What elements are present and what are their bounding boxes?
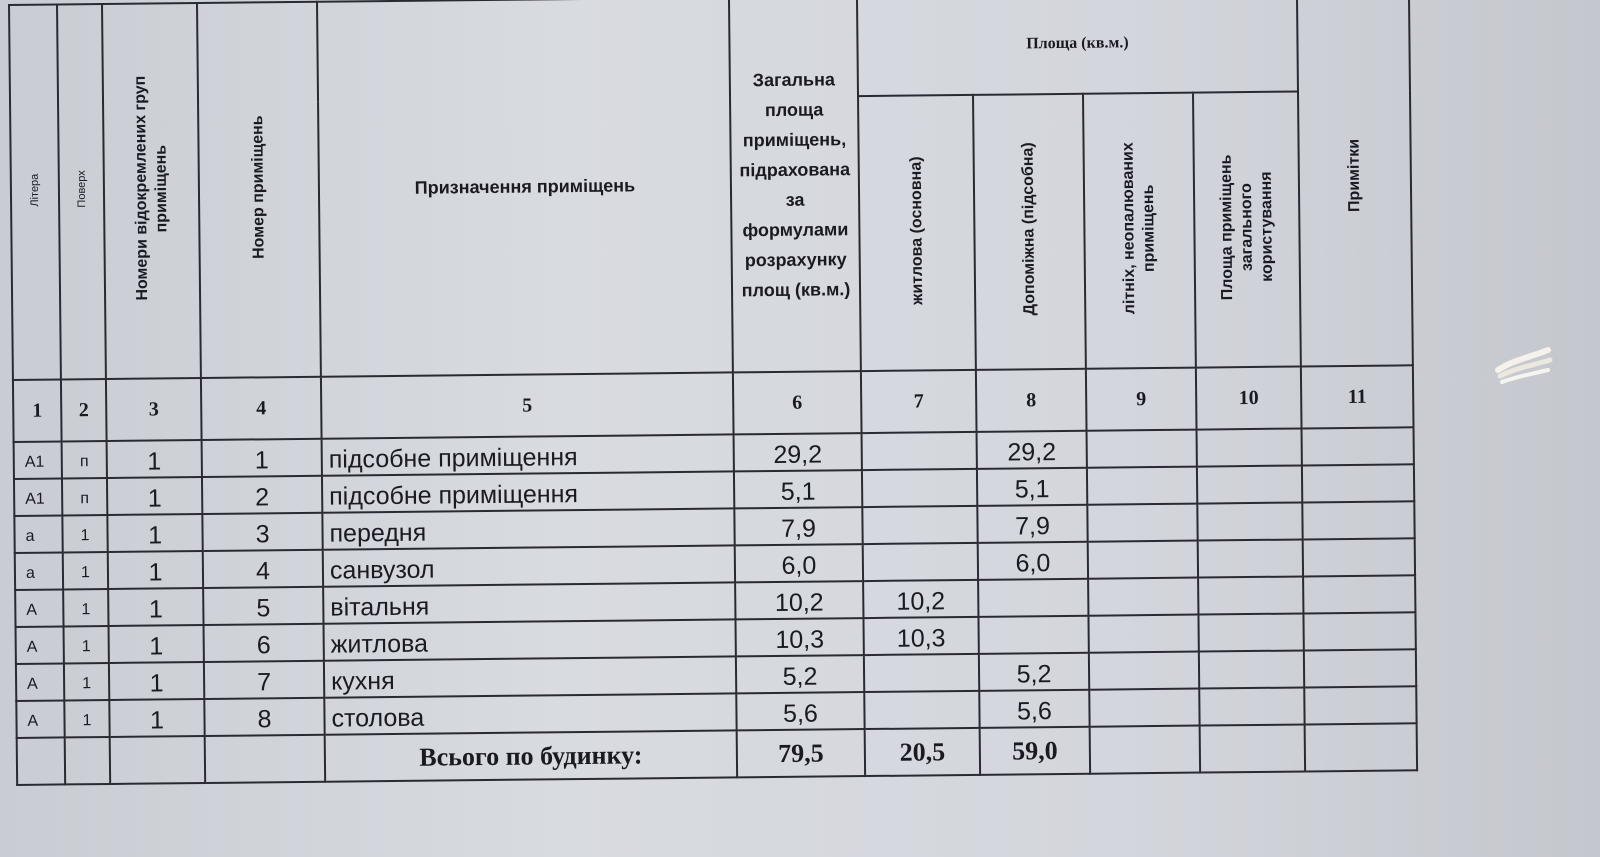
column-number: 11 (1301, 365, 1414, 428)
cell-empty (205, 735, 325, 783)
column-number: 6 (733, 371, 862, 434)
cell-notes (1303, 538, 1415, 576)
cell-auxiliary: 6,0 (978, 542, 1088, 580)
cell-living (862, 506, 977, 544)
cell-purpose: санвузол (323, 545, 735, 586)
header-floor: Поверх (57, 4, 106, 379)
cell-room: 6 (204, 624, 324, 662)
cell-living (863, 543, 978, 581)
cell-room: 1 (202, 439, 322, 477)
cell-summer (1089, 652, 1199, 690)
cell-room: 3 (202, 513, 322, 551)
header-living-area: житлова (основна) (858, 95, 976, 371)
cell-common (1197, 465, 1302, 503)
cell-notes (1304, 686, 1416, 724)
cell-auxiliary: 29,2 (977, 431, 1087, 469)
cell-litera: а (15, 552, 63, 590)
header-room-number: Номер приміщень (197, 2, 321, 378)
cell-purpose: підсобне приміщення (322, 434, 734, 475)
cell-total: 7,9 (734, 507, 862, 545)
string-tassel-icon (1488, 330, 1558, 400)
cell-auxiliary (978, 616, 1088, 654)
cell-summer (1088, 578, 1198, 616)
cell-total: 5,6 (736, 692, 864, 730)
cell-notes (1303, 612, 1415, 650)
cell-purpose: підсобне приміщення (322, 471, 734, 512)
cell-auxiliary: 5,1 (977, 468, 1087, 506)
room-area-table (8, 0, 1418, 786)
cell-auxiliary: 5,6 (979, 690, 1089, 728)
cell-group: 1 (107, 477, 202, 515)
column-number: 4 (201, 377, 322, 440)
column-number: 1 (13, 379, 62, 441)
cell-litera: А (16, 700, 64, 738)
cell-purpose: вітальня (323, 582, 735, 623)
cell-litera: А (16, 626, 64, 664)
column-number: 8 (976, 369, 1087, 432)
cell-common (1199, 687, 1304, 725)
totals-living-area: 20,5 (865, 728, 980, 776)
cell-total: 10,2 (735, 581, 863, 619)
cell-notes (1302, 501, 1414, 539)
cell-litera: А1 (14, 478, 62, 516)
column-number: 2 (61, 379, 107, 441)
cell-litera: А1 (14, 441, 62, 479)
cell-litera: А (16, 663, 64, 701)
cell-total: 29,2 (734, 433, 862, 471)
header-total-area: Загальна площа приміщень, підрахована за формулами розрахунку площ (кв.м.) (729, 0, 861, 372)
cell-total: 10,3 (735, 618, 863, 656)
header-summer-area: літніх, неопалюваних приміщень (1083, 93, 1196, 369)
document-sheet (8, 0, 1437, 836)
cell-summer (1088, 541, 1198, 579)
cell-floor: п (62, 478, 107, 515)
cell-purpose: столова (324, 693, 736, 734)
cell-room: 4 (203, 550, 323, 588)
cell-group: 1 (109, 625, 204, 663)
cell-floor: 1 (63, 589, 108, 626)
cell-room: 8 (204, 698, 324, 736)
totals-total-area: 79,5 (737, 729, 865, 777)
cell-notes (1302, 427, 1414, 465)
cell-summer (1087, 467, 1197, 505)
cell-group: 1 (107, 514, 202, 552)
cell-summer (1088, 615, 1198, 653)
cell-notes (1302, 464, 1414, 502)
cell-empty (65, 737, 110, 784)
cell-living: 10,2 (863, 580, 978, 618)
cell-common (1199, 650, 1304, 688)
cell-summer (1087, 430, 1197, 468)
cell-notes (1304, 649, 1416, 687)
header-litera: Літера (9, 4, 61, 379)
cell-living (862, 469, 977, 507)
cell-common (1198, 539, 1303, 577)
cell-living: 10,3 (863, 617, 978, 655)
cell-purpose: передня (322, 508, 734, 549)
cell-total: 5,2 (736, 655, 864, 693)
totals-label: Всього по будинку: (325, 730, 737, 781)
cell-living (864, 691, 979, 729)
cell-notes (1303, 575, 1415, 613)
header-group-numbers: Номери відокремлених груп приміщень (102, 3, 201, 379)
column-number: 9 (1086, 368, 1197, 431)
totals-auxiliary-area: 59,0 (980, 727, 1090, 775)
cell-purpose: житлова (324, 619, 736, 660)
cell-common (1198, 576, 1303, 614)
cell-common (1197, 502, 1302, 540)
cell-auxiliary (978, 579, 1088, 617)
cell-group: 1 (109, 662, 204, 700)
cell-total: 5,1 (734, 470, 862, 508)
cell-purpose: кухня (324, 656, 736, 697)
cell-summer (1089, 689, 1199, 727)
cell-litera: А (15, 589, 63, 627)
cell-group: 1 (108, 551, 203, 589)
column-number: 10 (1196, 366, 1302, 429)
cell-floor: 1 (64, 663, 109, 700)
cell-auxiliary: 5,2 (979, 653, 1089, 691)
cell-floor: 1 (62, 515, 107, 552)
cell-room: 7 (204, 661, 324, 699)
cell-floor: п (62, 441, 107, 478)
cell-auxiliary: 7,9 (977, 505, 1087, 543)
cell-living (862, 432, 977, 470)
cell-empty (1090, 726, 1200, 774)
cell-litera: а (14, 515, 62, 553)
cell-common (1197, 428, 1302, 466)
header-notes: Примітки (1297, 0, 1413, 366)
cell-group: 1 (107, 440, 202, 478)
header-auxiliary-area: Допоміжна (підсобна) (973, 94, 1086, 370)
cell-total: 6,0 (735, 544, 863, 582)
cell-living (864, 654, 979, 692)
column-number: 5 (321, 372, 734, 438)
cell-room: 5 (203, 587, 323, 625)
cell-group: 1 (108, 588, 203, 626)
cell-empty (1200, 724, 1306, 772)
cell-common (1198, 613, 1303, 651)
cell-floor: 1 (64, 626, 109, 663)
header-purpose: Призначення приміщень (317, 0, 733, 377)
column-number: 7 (861, 370, 977, 433)
cell-empty (110, 736, 205, 784)
cell-floor: 1 (64, 700, 109, 737)
column-number: 3 (106, 378, 202, 441)
cell-room: 2 (202, 476, 322, 514)
header-area-group: Площа (кв.м.) (857, 0, 1298, 96)
cell-empty (1305, 723, 1417, 771)
cell-floor: 1 (63, 552, 108, 589)
cell-group: 1 (109, 699, 204, 737)
header-common-area: Площа приміщень загального користування (1193, 91, 1301, 367)
cell-empty (17, 737, 65, 785)
cell-summer (1087, 504, 1197, 542)
